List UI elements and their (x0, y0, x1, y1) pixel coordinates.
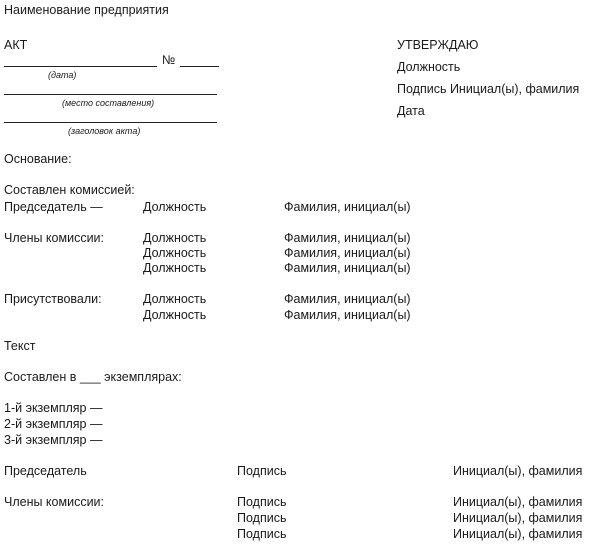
commission-intro: Составлен комиссией: (4, 183, 135, 197)
sign-member-name: Инициал(ы), фамилия (453, 527, 583, 541)
present-position: Должность (143, 308, 207, 322)
member-name: Фамилия, инициал(ы) (284, 261, 411, 275)
approval-date: Дата (397, 104, 425, 118)
title-caption: (заголовок акта) (68, 126, 141, 136)
place-line (4, 94, 217, 95)
sign-members-label: Члены комиссии: (4, 495, 105, 509)
sign-member-name: Инициал(ы), фамилия (453, 511, 583, 525)
date-caption: (дата) (48, 70, 77, 80)
member-name: Фамилия, инициал(ы) (284, 246, 411, 260)
member-position: Должность (143, 246, 207, 260)
copies-statement: Составлен в ___ экземплярах: (4, 370, 182, 384)
present-name: Фамилия, инициал(ы) (284, 308, 411, 322)
sign-member-signature: Подпись (237, 527, 287, 541)
present-name: Фамилия, инициал(ы) (284, 292, 411, 306)
sign-member-signature: Подпись (237, 511, 287, 525)
basis-label: Основание: (4, 152, 72, 166)
copy-item: 3-й экземпляр — (4, 433, 103, 447)
sign-member-name: Инициал(ы), фамилия (453, 495, 583, 509)
chair-name: Фамилия, инициал(ы) (284, 200, 411, 214)
present-label: Присутствовали: (4, 292, 102, 306)
organization-name: Наименование предприятия (4, 3, 169, 17)
sign-member-signature: Подпись (237, 495, 287, 509)
sign-chair-label: Председатель (4, 464, 87, 478)
sign-chair-signature: Подпись (237, 464, 287, 478)
date-line (4, 66, 157, 67)
number-line (180, 66, 219, 67)
number-sign: № (162, 53, 176, 67)
copy-item: 1-й экземпляр — (4, 401, 103, 415)
chair-position: Должность (143, 200, 207, 214)
title-line (4, 122, 217, 123)
member-name: Фамилия, инициал(ы) (284, 231, 411, 245)
present-position: Должность (143, 292, 207, 306)
approval-signature: Подпись Инициал(ы), фамилия (397, 82, 580, 96)
sign-chair-name: Инициал(ы), фамилия (453, 464, 583, 478)
text-label: Текст (4, 339, 36, 353)
approval-title: УТВЕРЖДАЮ (397, 38, 479, 52)
act-title: АКТ (4, 38, 28, 52)
chair-label: Председатель — (4, 200, 103, 214)
copy-item: 2-й экземпляр — (4, 417, 103, 431)
members-label: Члены комиссии: (4, 231, 105, 245)
member-position: Должность (143, 231, 207, 245)
member-position: Должность (143, 261, 207, 275)
approval-position: Должность (397, 60, 461, 74)
place-caption: (место составления) (62, 98, 155, 108)
